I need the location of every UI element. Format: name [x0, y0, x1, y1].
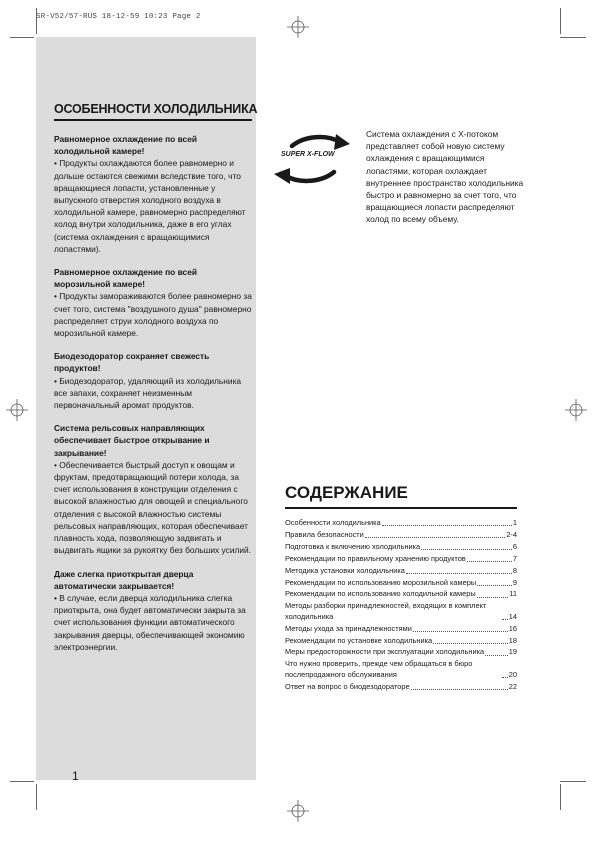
crop-mark: [36, 784, 37, 810]
crop-mark: [560, 781, 586, 782]
toc-entry-page: 20: [508, 669, 517, 679]
toc-entry-label: Методика установки холодильника: [285, 565, 405, 575]
crop-mark: [10, 781, 34, 782]
toc-entry: [285, 636, 517, 646]
toc-entry: [285, 659, 517, 680]
print-header: SR-V52/57-RUS 18-12-59 10:23 Page 2: [36, 13, 201, 21]
toc-leader-dots: [467, 561, 512, 562]
toc-entry: [285, 624, 517, 634]
crop-mark: [36, 8, 37, 34]
toc-entry-page: 8: [512, 565, 517, 575]
toc-entry-label: Рекомендации по правильному хранению продуктов: [285, 553, 466, 563]
feature-body: • Продукты охлаждаются более равномерно и дольше остаются свежими вследствие того, что вращающиеся лопасти, установленные у выпускного отверстия холодного воздуха в холодильной камере, равномерно распределяют холод внутри холодильника, даже в его углах (система охлаждения с вращающимися лопастями).: [54, 158, 246, 254]
toc-entry-label: Рекомендации по использованию холодильной камеры: [285, 589, 476, 599]
feature-item: [54, 422, 254, 556]
toc-entry-page: 6: [512, 541, 517, 551]
toc-leader-dots: [406, 573, 512, 574]
toc-entry-page: 19: [508, 647, 517, 657]
toc-entry: [285, 518, 517, 528]
toc-entry-label: Методы ухода за принадлежностями: [285, 623, 412, 633]
table-of-contents: [285, 518, 517, 694]
feature-item: [54, 133, 254, 255]
feature-body: • Обеспечивается быстрый доступ к овощам и фруктам, предотвращающий потери холода, за счет использования в конструкции отделения с высокой влажностью для овощей и специального отделения с высокой влажностью системы рельсовых направляющих, которая обеспечивает плавность хода, позволяющую задвигать и выдвигать ящики за рукоятку без больших усилий.: [54, 459, 252, 556]
toc-leader-dots: [477, 585, 512, 586]
page-number: 1: [72, 769, 79, 783]
toc-entry-label: Рекомендации по использованию морозильной камеры: [285, 577, 477, 587]
xflow-arrows-icon: [270, 130, 356, 190]
toc-leader-dots: [477, 597, 509, 598]
feature-item: [54, 350, 254, 411]
feature-heading: Даже слегка приоткрытая дверца автоматически закрывается!: [54, 568, 194, 591]
toc-entry-page: 16: [508, 623, 517, 633]
toc-entry: [285, 601, 517, 622]
crop-mark: [10, 37, 34, 38]
toc-entry: [285, 682, 517, 692]
crop-mark: [560, 8, 561, 34]
toc-entry-page: 18: [508, 635, 517, 645]
toc-leader-dots: [382, 525, 512, 526]
toc-entry-page: 14: [508, 611, 517, 621]
toc-entry-page: 9: [512, 577, 517, 587]
registration-mark-top: [287, 16, 309, 38]
feature-item: [54, 266, 254, 339]
toc-entry-page: 11: [509, 589, 517, 599]
feature-body: • В случае, если дверца холодильника слегка приоткрыта, она будет автоматически закрыта за счет использования функции автоматического закрывания дверцы, обеспечивающей экономию электроэнергии.: [54, 592, 246, 652]
xflow-label: SUPER X-FLOW: [281, 151, 335, 158]
toc-leader-dots: [411, 689, 508, 690]
toc-leader-dots: [502, 677, 508, 678]
toc-entry-label: Ответ на вопрос о биодезодораторе: [285, 681, 410, 691]
registration-mark-left: [6, 399, 28, 421]
toc-entry: [285, 589, 517, 599]
toc-entry: [285, 578, 517, 588]
toc-leader-dots: [502, 619, 508, 620]
toc-leader-dots: [485, 655, 508, 656]
toc-leader-dots: [365, 537, 506, 538]
page-title: ОСОБЕННОСТИ ХОЛОДИЛЬНИКА: [54, 102, 252, 121]
toc-entry-page: 22: [508, 681, 517, 691]
features-list: [54, 133, 254, 664]
toc-entry: [285, 554, 517, 564]
toc-entry-label: Что нужно проверить, прежде чем обращаться в бюро послепродажного обслуживания: [285, 659, 473, 679]
toc-title: СОДЕРЖАНИЕ: [285, 483, 517, 509]
feature-body: • Продукты замораживаются более равномерно за счет того, система "воздушного душа" равномерно распределяет струи холодного воздуха по морозильной камере.: [54, 291, 252, 339]
crop-mark: [560, 784, 561, 810]
toc-entry-label: Рекомендации по установке холодильника: [285, 635, 433, 645]
toc-entry: [285, 566, 517, 576]
toc-entry: [285, 530, 517, 540]
toc-entry-page: 7: [512, 553, 517, 563]
feature-heading: Система рельсовых направляющих обеспечивает быстрое открывание и закрывание!: [54, 423, 210, 458]
toc-leader-dots: [413, 631, 508, 632]
toc-entry: [285, 542, 517, 552]
feature-heading: Равномерное охлаждение по всей морозильной камере!: [54, 267, 198, 290]
registration-mark-right: [565, 399, 587, 421]
toc-entry-label: Подготовка к включению холодильника: [285, 541, 421, 551]
feature-body: • Биодезодоратор, удаляющий из холодильника все запахи, сохраняет неизменным первоначальный аромат продуктов.: [54, 375, 242, 411]
registration-mark-bottom: [287, 800, 309, 822]
toc-entry-label: Правила безопасности: [285, 529, 364, 539]
crop-mark: [560, 37, 586, 38]
toc-entry: [285, 647, 517, 657]
toc-leader-dots: [433, 643, 508, 644]
feature-heading: Биодезодоратор сохраняет свежесть продуктов!: [54, 351, 210, 374]
feature-heading: Равномерное охлаждение по всей холодильной камере!: [54, 134, 198, 157]
xflow-description: Система охлаждения с X-потоком представляет собой новую систему охлаждения с вращающимися лопастями, которая охлаждает внутреннее пространство холодильника быстро и равномерно за счет того, что вращающиеся лопасти распределяют холод по всему объему.: [366, 129, 524, 225]
toc-entry-label: Особенности холодильника: [285, 518, 381, 527]
toc-entry-page: 1: [512, 518, 517, 527]
toc-entry-label: Меры предосторожности при эксплуатации холодильника: [285, 647, 485, 657]
toc-entry-label: Методы разборки принадлежностей, входящих в комплект холодильника: [285, 601, 487, 621]
feature-item: [54, 568, 254, 653]
toc-leader-dots: [421, 549, 512, 550]
toc-entry-page: 2-4: [506, 529, 517, 539]
